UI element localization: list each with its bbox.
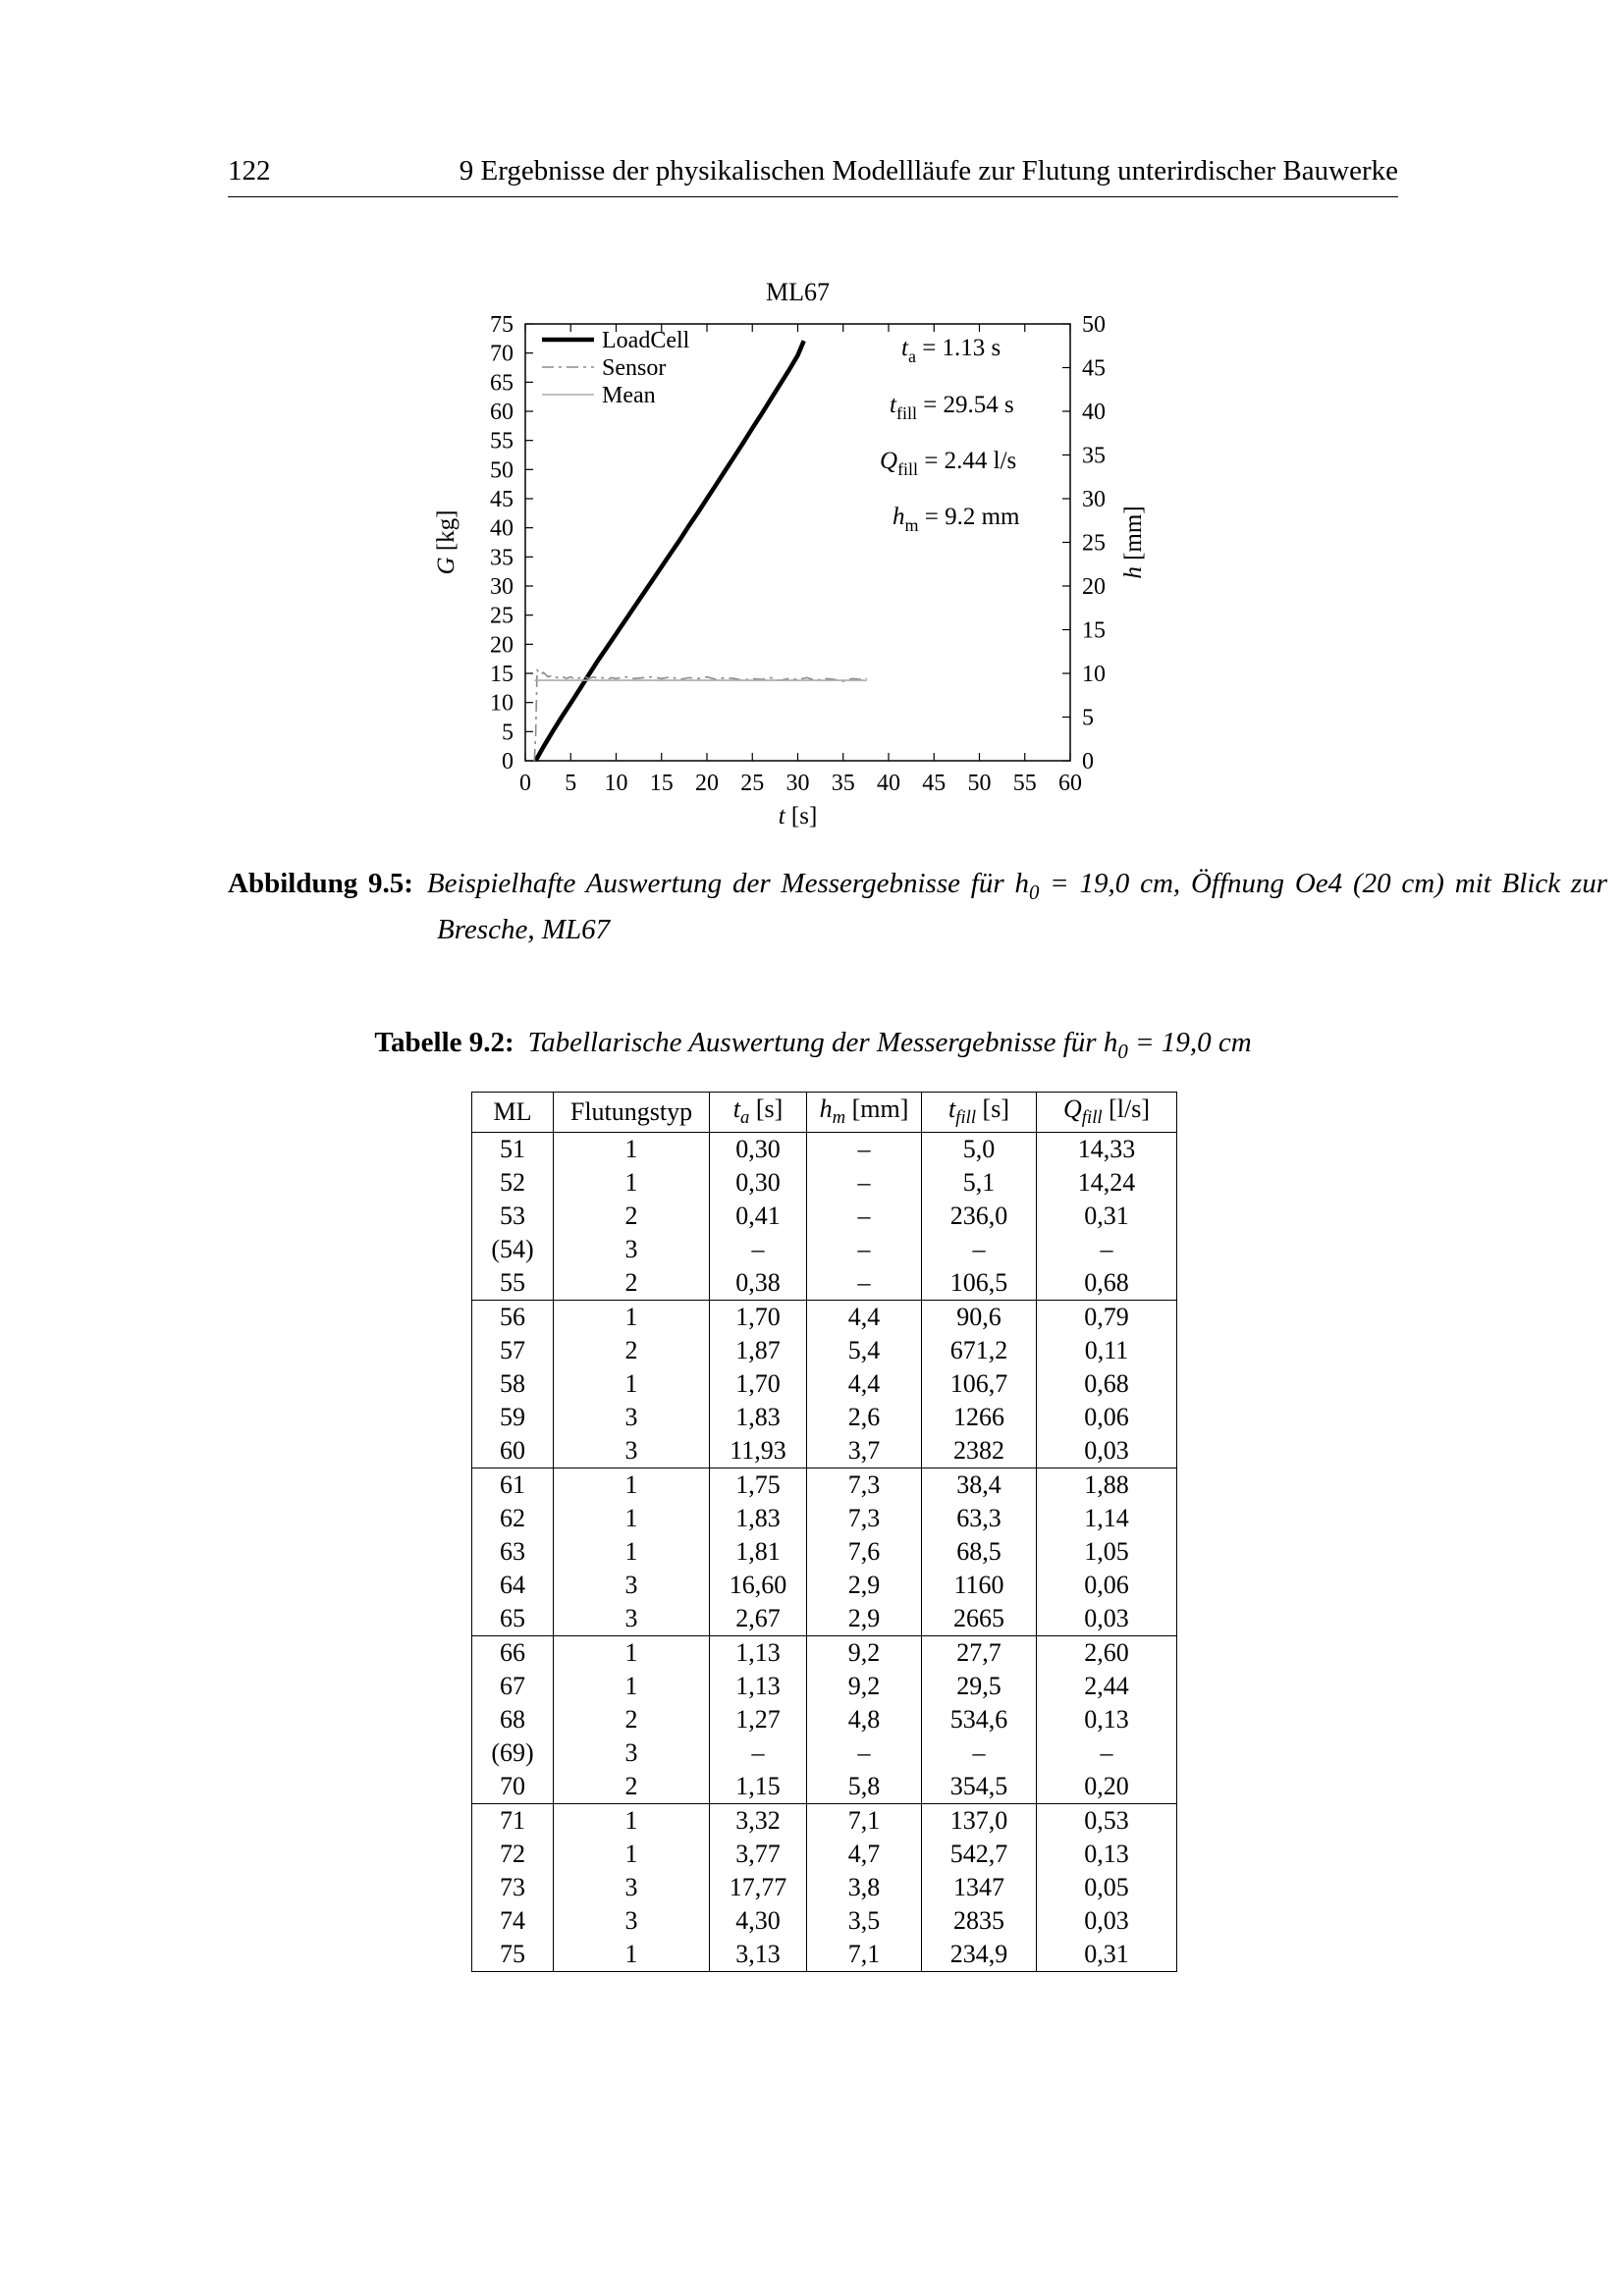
table-cell: 1,13 (710, 1670, 807, 1703)
table-cell: 9,2 (807, 1636, 922, 1671)
table-cell: 0,03 (1037, 1434, 1177, 1468)
y-tick-label-right: 0 (1082, 749, 1094, 774)
table-cell: 68,5 (922, 1535, 1037, 1569)
table-cell: 1,75 (710, 1468, 807, 1503)
table-row (472, 1535, 1177, 1569)
table-cell: (54) (472, 1233, 554, 1266)
y-tick-label-left: 30 (490, 574, 514, 600)
table-cell: 5,8 (807, 1770, 922, 1804)
table-cell: 234,9 (922, 1938, 1037, 1972)
table-cell: 3,5 (807, 1904, 922, 1938)
table-row (472, 1266, 1177, 1301)
x-tick-label: 30 (785, 771, 810, 796)
table-cell: 3,32 (710, 1804, 807, 1839)
chart-annotation: $Q_{fill} = 2.44$ l/s (880, 448, 1017, 479)
table-cell: 56 (472, 1301, 554, 1335)
table-cell: 5,1 (922, 1166, 1037, 1200)
table-cell: 3,8 (807, 1871, 922, 1904)
column-header: $t_a$ [s] (710, 1093, 807, 1133)
table-cell: 7,3 (807, 1468, 922, 1503)
table-cell: 0,31 (1037, 1938, 1177, 1972)
table-cell: 1 (554, 1133, 710, 1167)
column-header: $Q_{fill}$ [l/s] (1037, 1093, 1177, 1133)
table-row (472, 1434, 1177, 1468)
table-cell: – (807, 1736, 922, 1770)
table-cell: 4,8 (807, 1703, 922, 1736)
x-tick-label: 0 (519, 771, 531, 796)
table-cell: 2,60 (1037, 1636, 1177, 1671)
table-row (472, 1233, 1177, 1266)
table-cell: 1 (554, 1468, 710, 1503)
table-cell: 61 (472, 1468, 554, 1503)
table-cell: 1 (554, 1367, 710, 1401)
table-cell: 73 (472, 1871, 554, 1904)
table-cell: 14,33 (1037, 1133, 1177, 1167)
table-cell: 53 (472, 1200, 554, 1233)
table-cell: 534,6 (922, 1703, 1037, 1736)
column-header: ML (472, 1093, 554, 1133)
table-cell: 542,7 (922, 1838, 1037, 1871)
chart-annotation: $h_m = 9.2$ mm (893, 504, 1020, 535)
table-cell: 2,6 (807, 1401, 922, 1434)
table-cell: 2835 (922, 1904, 1037, 1938)
x-axis-label: t [s] (778, 803, 818, 829)
y-tick-label-right: 15 (1082, 617, 1106, 644)
table-row (472, 1838, 1177, 1871)
x-tick-label: 10 (604, 771, 628, 796)
y-tick-label-right: 30 (1082, 487, 1106, 512)
table-cell: 1 (554, 1670, 710, 1703)
running-head (228, 155, 1398, 197)
table-cell: 7,1 (807, 1938, 922, 1972)
table-cell: 11,93 (710, 1434, 807, 1468)
y-tick-label-left: 5 (502, 720, 514, 746)
table-cell: 68 (472, 1703, 554, 1736)
table-row (472, 1938, 1177, 1972)
y-tick-label-left: 65 (490, 370, 514, 397)
y-tick-label-left: 50 (490, 457, 514, 484)
table-cell: – (1037, 1233, 1177, 1266)
table-cell: 1160 (922, 1569, 1037, 1602)
table-cell: 0,53 (1037, 1804, 1177, 1839)
table-cell: 51 (472, 1133, 554, 1167)
table-cell: 7,1 (807, 1804, 922, 1839)
table-cell: 1,70 (710, 1301, 807, 1335)
y-tick-label-right: 10 (1082, 662, 1106, 687)
y-tick-label-right: 5 (1082, 705, 1094, 731)
y-tick-label-left: 25 (490, 603, 514, 629)
table-cell: 1,13 (710, 1636, 807, 1671)
y-tick-label-right: 40 (1082, 400, 1106, 425)
x-tick-label: 45 (922, 771, 947, 796)
table-cell: 106,5 (922, 1266, 1037, 1301)
y-tick-label-left: 55 (490, 428, 514, 454)
table-cell: 55 (472, 1266, 554, 1301)
table-cell: 57 (472, 1334, 554, 1367)
table-cell: – (710, 1736, 807, 1770)
table-cell: 14,24 (1037, 1166, 1177, 1200)
table-cell: 4,4 (807, 1301, 922, 1335)
table-cell: 2,9 (807, 1569, 922, 1602)
table-row (472, 1502, 1177, 1535)
table-row (472, 1770, 1177, 1804)
table-cell: 59 (472, 1401, 554, 1434)
y-tick-label-left: 10 (490, 690, 514, 717)
figure-caption-text: Beispielhafte Auswertung der Messergebnisse für $h_0 = 19,0$ cm, Öffnung Oe4 (20 cm) mit Blick zur Bresche, ML67 (426, 868, 1607, 946)
y-tick-label-left: 60 (490, 400, 514, 425)
series-loadcell (536, 341, 804, 761)
page-number: 122 (228, 155, 271, 187)
table-cell: 0,06 (1037, 1401, 1177, 1434)
chapter-header: 9 Ergebnisse der physikalischen Modellläufe zur Flutung unterirdischer Bauwerke (459, 155, 1398, 187)
table-cell: 16,60 (710, 1569, 807, 1602)
table-cell: 0,79 (1037, 1301, 1177, 1335)
table-cell: 0,05 (1037, 1871, 1177, 1904)
table-cell: 2665 (922, 1602, 1037, 1636)
table-cell: 1,14 (1037, 1502, 1177, 1535)
table-cell: 3 (554, 1602, 710, 1636)
table-cell: 5,0 (922, 1133, 1037, 1167)
table-cell: 3,77 (710, 1838, 807, 1871)
table-cell: 2 (554, 1266, 710, 1301)
y-tick-label-left: 40 (490, 515, 514, 542)
legend-label-mean: Mean (602, 383, 656, 408)
table-cell: 3 (554, 1434, 710, 1468)
table-row (472, 1367, 1177, 1401)
legend-label-sensor: Sensor (602, 355, 667, 381)
table-cell: 137,0 (922, 1804, 1037, 1839)
table-cell: 29,5 (922, 1670, 1037, 1703)
table-cell: 671,2 (922, 1334, 1037, 1367)
table-cell: 4,30 (710, 1904, 807, 1938)
table-cell: 2,67 (710, 1602, 807, 1636)
table-row (472, 1200, 1177, 1233)
table-cell: 90,6 (922, 1301, 1037, 1335)
table-cell: 66 (472, 1636, 554, 1671)
table-cell: 67 (472, 1670, 554, 1703)
table-caption-label: Tabelle 9.2: (374, 1027, 514, 1058)
table-cell: 1,83 (710, 1502, 807, 1535)
table-cell: 58 (472, 1367, 554, 1401)
table-cell: 1 (554, 1636, 710, 1671)
column-header: $h_m$ [mm] (807, 1093, 922, 1133)
table-cell: 0,13 (1037, 1838, 1177, 1871)
table-cell: 62 (472, 1502, 554, 1535)
x-tick-label: 15 (649, 771, 674, 796)
table-cell: 64 (472, 1569, 554, 1602)
table-caption (228, 1027, 1398, 1064)
y-tick-label-left: 20 (490, 632, 514, 659)
x-tick-label: 20 (695, 771, 719, 796)
table-cell: – (710, 1233, 807, 1266)
table-cell: 7,3 (807, 1502, 922, 1535)
x-tick-label: 5 (565, 771, 577, 796)
table-cell: 1,70 (710, 1367, 807, 1401)
table-cell: 0,20 (1037, 1770, 1177, 1804)
x-tick-label: 55 (1012, 771, 1037, 796)
table-cell: 65 (472, 1602, 554, 1636)
table-cell: 1,87 (710, 1334, 807, 1367)
table-cell: – (807, 1200, 922, 1233)
table-cell: 1266 (922, 1401, 1037, 1434)
table-cell: 0,38 (710, 1266, 807, 1301)
table-row (472, 1871, 1177, 1904)
table-cell: 1,05 (1037, 1535, 1177, 1569)
table-row (472, 1736, 1177, 1770)
table-cell: – (807, 1133, 922, 1167)
figure-caption-label: Abbildung 9.5: (228, 868, 413, 899)
table-cell: 63 (472, 1535, 554, 1569)
table-row (472, 1804, 1177, 1839)
x-tick-label: 25 (740, 771, 765, 796)
table-cell: 3 (554, 1904, 710, 1938)
y-tick-label-left: 75 (490, 312, 514, 338)
table-cell: 0,31 (1037, 1200, 1177, 1233)
y-axis-label-right: h [mm] (1120, 506, 1147, 579)
y-tick-label-left: 0 (502, 749, 514, 774)
table-cell: 3,13 (710, 1938, 807, 1972)
table-cell: 71 (472, 1804, 554, 1839)
table-cell: 4,7 (807, 1838, 922, 1871)
table-cell: 0,30 (710, 1133, 807, 1167)
table-cell: 1 (554, 1166, 710, 1200)
table-cell: 52 (472, 1166, 554, 1200)
table-cell: 4,4 (807, 1367, 922, 1401)
table-cell: 1 (554, 1838, 710, 1871)
table-cell: 3 (554, 1569, 710, 1602)
table-cell: 1 (554, 1502, 710, 1535)
legend-label-loadcell: LoadCell (602, 328, 690, 353)
table-row (472, 1602, 1177, 1636)
table-cell: 2 (554, 1770, 710, 1804)
table-cell: 1,81 (710, 1535, 807, 1569)
table-cell: 38,4 (922, 1468, 1037, 1503)
table-cell: 0,41 (710, 1200, 807, 1233)
table-row (472, 1569, 1177, 1602)
table-cell: – (922, 1736, 1037, 1770)
table-cell: 1,88 (1037, 1468, 1177, 1503)
table-row (472, 1670, 1177, 1703)
table-cell: 1 (554, 1938, 710, 1972)
table-cell: 2 (554, 1703, 710, 1736)
table-cell: 354,5 (922, 1770, 1037, 1804)
y-tick-label-left: 15 (490, 662, 514, 687)
table-cell: 2 (554, 1200, 710, 1233)
table-row (472, 1301, 1177, 1335)
table-cell: – (922, 1233, 1037, 1266)
table-cell: 0,03 (1037, 1602, 1177, 1636)
table-cell: 3 (554, 1871, 710, 1904)
chart-annotation: $t_a = 1.13$ s (901, 335, 1001, 366)
chart-svg (383, 265, 1198, 834)
table-cell: 0,30 (710, 1166, 807, 1200)
table-cell: 1,15 (710, 1770, 807, 1804)
table-cell: 70 (472, 1770, 554, 1804)
table-cell: (69) (472, 1736, 554, 1770)
table-cell: 1347 (922, 1871, 1037, 1904)
y-tick-label-left: 35 (490, 545, 514, 571)
table-row (472, 1334, 1177, 1367)
table-cell: – (807, 1166, 922, 1200)
x-tick-label: 40 (877, 771, 900, 796)
table-cell: 0,06 (1037, 1569, 1177, 1602)
y-tick-label-right: 20 (1082, 574, 1106, 600)
x-tick-label: 60 (1058, 771, 1082, 796)
y-tick-label-right: 35 (1082, 443, 1106, 469)
table-cell: 1 (554, 1804, 710, 1839)
table-cell: 0,03 (1037, 1904, 1177, 1938)
x-tick-label: 50 (967, 771, 992, 796)
table-cell: – (1037, 1736, 1177, 1770)
table-cell: 17,77 (710, 1871, 807, 1904)
y-tick-label-right: 45 (1082, 355, 1106, 382)
table-cell: – (807, 1233, 922, 1266)
y-tick-label-left: 70 (490, 341, 514, 367)
table-cell: 3 (554, 1401, 710, 1434)
chart-annotation: $t_{fill} = 29.54$ s (890, 392, 1014, 423)
chart-title: ML67 (766, 278, 830, 306)
table-cell: – (807, 1266, 922, 1301)
table-cell: 3 (554, 1736, 710, 1770)
table-row (472, 1904, 1177, 1938)
table-cell: 3,7 (807, 1434, 922, 1468)
table-row (472, 1401, 1177, 1434)
table-cell: 74 (472, 1904, 554, 1938)
table-cell: 3 (554, 1233, 710, 1266)
figure-chart-ml67 (383, 265, 1198, 834)
y-axis-label-left: G [kg] (433, 509, 460, 575)
table-cell: 0,68 (1037, 1367, 1177, 1401)
table-cell: 0,11 (1037, 1334, 1177, 1367)
table-cell: 9,2 (807, 1670, 922, 1703)
table-cell: 7,6 (807, 1535, 922, 1569)
column-header: Flutungstyp (554, 1093, 710, 1133)
figure-caption (228, 862, 1607, 952)
results-table (471, 1092, 1177, 1972)
table-cell: 106,7 (922, 1367, 1037, 1401)
table-cell: 2382 (922, 1434, 1037, 1468)
table-cell: 75 (472, 1938, 554, 1972)
table-row (472, 1468, 1177, 1503)
table-cell: 236,0 (922, 1200, 1037, 1233)
table-row (472, 1703, 1177, 1736)
table-cell: 72 (472, 1838, 554, 1871)
table-row (472, 1636, 1177, 1671)
table-cell: 2 (554, 1334, 710, 1367)
table-cell: 1 (554, 1301, 710, 1335)
column-header: $t_{fill}$ [s] (922, 1093, 1037, 1133)
header-row (472, 1093, 1177, 1133)
y-tick-label-right: 25 (1082, 530, 1106, 557)
table-row (472, 1166, 1177, 1200)
table-caption-text: Tabellarische Auswertung der Messergebnisse für $h_0 = 19,0$ cm (527, 1027, 1252, 1063)
table-cell: 5,4 (807, 1334, 922, 1367)
x-tick-label: 35 (831, 771, 855, 796)
table-cell: 2,9 (807, 1602, 922, 1636)
table-cell: 60 (472, 1434, 554, 1468)
y-tick-label-right: 50 (1082, 312, 1106, 338)
table-cell: 27,7 (922, 1636, 1037, 1671)
table-cell: 0,68 (1037, 1266, 1177, 1301)
table-cell: 2,44 (1037, 1670, 1177, 1703)
table-cell: 1 (554, 1535, 710, 1569)
table-cell: 1,83 (710, 1401, 807, 1434)
table-row (472, 1133, 1177, 1167)
y-tick-label-left: 45 (490, 487, 514, 512)
table-cell: 0,13 (1037, 1703, 1177, 1736)
table-cell: 1,27 (710, 1703, 807, 1736)
table-cell: 63,3 (922, 1502, 1037, 1535)
